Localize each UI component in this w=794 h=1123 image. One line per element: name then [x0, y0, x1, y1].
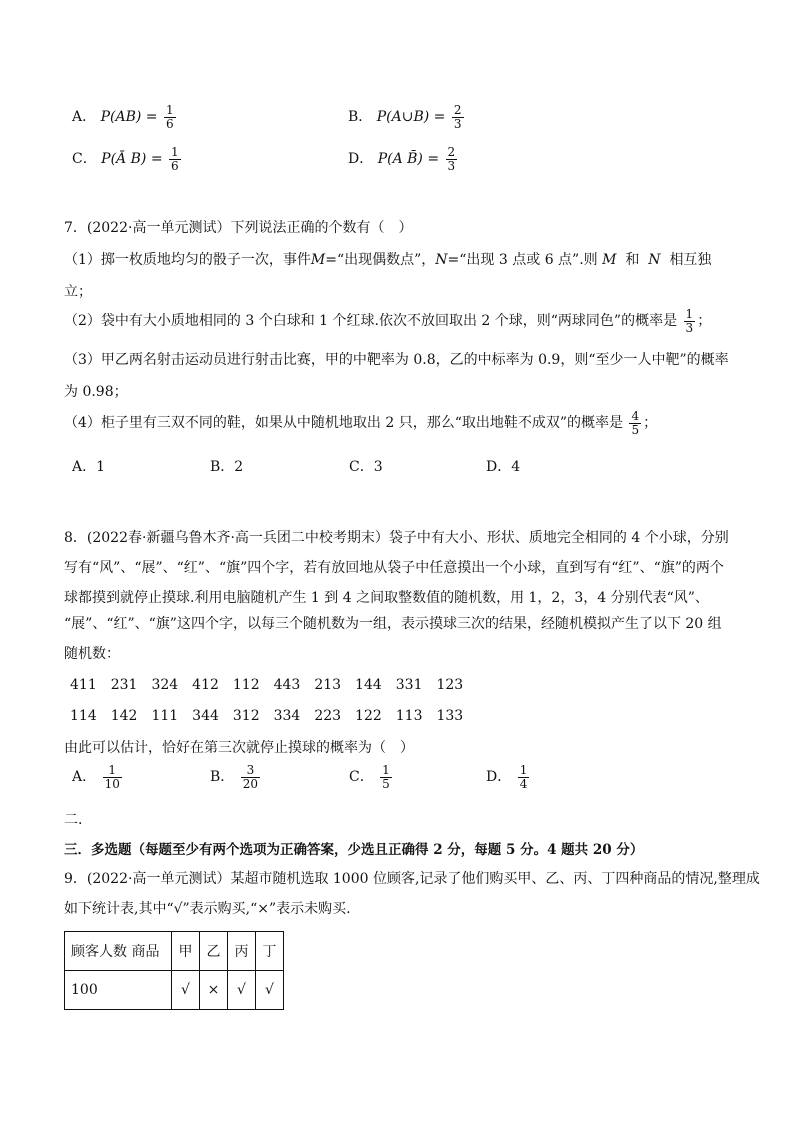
- fraction: [452, 104, 464, 130]
- numerator: 1: [171, 145, 179, 159]
- fraction: [164, 104, 176, 130]
- q9-line-1: 9．(2022·高一单元测试）某超市随机选取 1000 位顾客,记录了他们购买甲、乙、丙、丁四种商品的情况,整理成: [64, 871, 760, 887]
- q8-option-b: [210, 764, 262, 790]
- table-cell: √: [228, 971, 256, 1010]
- fraction: [103, 764, 122, 790]
- q7-statement-4: [64, 410, 657, 436]
- text: ；: [643, 415, 658, 432]
- math-var: M: [310, 252, 326, 268]
- option-letter: B．: [348, 109, 373, 126]
- option-letter: C．: [349, 769, 374, 786]
- numerator: 2: [447, 145, 456, 159]
- numerator: 2: [453, 103, 462, 117]
- numerator: 1: [165, 103, 174, 117]
- q6-option-c: [72, 146, 183, 172]
- table-cell: √: [172, 971, 200, 1010]
- fraction: [684, 308, 696, 334]
- table-header-cell: 丁: [256, 932, 284, 971]
- option-letter: A．: [72, 109, 97, 126]
- q9-line-2: 如下统计表,其中“√”表示购买,“×”表示未购买.: [64, 901, 351, 917]
- q8-option-a: [72, 764, 124, 790]
- numerator: 1: [685, 307, 694, 321]
- text: （4）柜子里有三双不同的鞋，如果从中随机地取出 2 只，那么“取出地鞋不成双”的概率是: [64, 415, 624, 432]
- denominator: 10: [104, 776, 120, 791]
- table-cell: ×: [200, 971, 228, 1010]
- table-header-cell: 丙: [228, 932, 256, 971]
- option-letter: B．: [210, 769, 235, 786]
- q6-option-b: [348, 104, 466, 130]
- table-row: [65, 971, 284, 1010]
- fraction: [446, 146, 458, 172]
- q6-option-d: [348, 146, 459, 172]
- q6-option-a: [72, 104, 178, 130]
- q8-random-row-2: 114 142 111 344 312 334 223 122 113 133: [70, 708, 464, 724]
- numerator: 4: [631, 409, 640, 423]
- text: （1）掷一枚质地均匀的骰子一次，事件: [64, 252, 311, 268]
- section-three-heading: 三．多选题（每题至少有两个选项为正确答案，少选且正确得 2 分，每题 5 分。4 题共 20 分）: [64, 842, 644, 858]
- text: 相互独: [669, 252, 712, 268]
- math-var: N: [648, 252, 661, 268]
- q7-option-a: A．1: [72, 459, 106, 475]
- q8-option-c: [349, 764, 394, 790]
- q7-option-b: B．2: [210, 459, 244, 475]
- denominator: 6: [165, 116, 174, 131]
- numerator: 1: [382, 763, 390, 777]
- option-expression: P(AB) =: [100, 109, 162, 126]
- q8-line-4: “展”、“红”、“旗”这四个字，以每三个随机数为一组，表示摸球三次的结果，经随机模拟产生了以下 20 组: [64, 616, 722, 632]
- q7-statement-1-cont: 立；: [64, 284, 92, 300]
- denominator: 6: [171, 158, 179, 173]
- q7-stem: 7．(2022·高一单元测试）下列说法正确的个数有（ ）: [64, 220, 413, 236]
- text: ；: [697, 313, 712, 330]
- text: 和: [625, 252, 640, 268]
- statistics-table: [64, 931, 284, 1010]
- denominator: 3: [685, 320, 694, 335]
- option-letter: A．: [72, 769, 97, 786]
- q7-option-d: D．4: [486, 459, 521, 475]
- table-header-cell: 甲: [172, 932, 200, 971]
- q8-random-row-1: 411 231 324 412 112 443 213 144 331 123: [70, 677, 464, 693]
- section-two-heading: 二.: [64, 812, 83, 828]
- fraction: [169, 146, 181, 172]
- table-header-cell: 顾客人数 商品: [65, 932, 172, 971]
- numerator: 1: [519, 763, 528, 777]
- numerator: 3: [241, 764, 260, 778]
- fraction: [241, 764, 260, 790]
- math-var: M: [602, 252, 617, 268]
- math-var: N: [435, 252, 448, 268]
- fraction: [629, 410, 641, 436]
- numerator: 1: [103, 764, 122, 778]
- text: （2）袋中有大小质地相同的 3 个白球和 1 个红球.依次不放回取出 2 个球，则“两球同色”的概率是: [64, 313, 678, 330]
- q8-line-2: 写有“风”、“展”、“红”、“旗”四个字，若有放回地从袋子中任意摸出一个小球，直到写有“红”、“旗”的两个: [64, 560, 724, 576]
- q7-option-c: C．3: [349, 459, 383, 475]
- denominator: 5: [382, 776, 390, 791]
- option-expression: P(Ā B) =: [101, 151, 167, 168]
- denominator: 20: [242, 776, 259, 791]
- q7-statement-2: [64, 308, 711, 334]
- table-cell: 100: [65, 971, 172, 1010]
- option-expression: P(A B̄) =: [377, 151, 444, 168]
- denominator: 3: [447, 158, 456, 173]
- option-letter: C．: [72, 151, 97, 168]
- option-expression: P(A∪B) =: [376, 109, 450, 126]
- q8-line-5: 随机数：: [64, 646, 120, 662]
- q7-statement-1: [64, 249, 711, 269]
- text: =“出现 3 点或 6 点”.则: [447, 252, 598, 268]
- q8-line-1: 8．(2022春·新疆乌鲁木齐·高一兵团二中校考期末）袋子中有大小、形状、质地完全相同的 4 个小球，分别: [64, 530, 729, 546]
- table-header-cell: 乙: [200, 932, 228, 971]
- denominator: 5: [631, 422, 640, 437]
- option-letter: D．: [486, 769, 512, 786]
- q7-statement-3-cont: 为 0.98；: [64, 384, 128, 400]
- denominator: 3: [453, 116, 462, 131]
- q7-statement-3: （3）甲乙两名射击运动员进行射击比赛，甲的中靶率为 0.8，乙的中标率为 0.9，则“至少一人中靶”的概率: [64, 352, 729, 368]
- fraction: [380, 764, 392, 790]
- q8-question: 由此可以估计，恰好在第三次就停止摸球的概率为（ ）: [64, 740, 414, 756]
- q8-option-d: [486, 764, 531, 790]
- denominator: 4: [519, 776, 528, 791]
- option-letter: D．: [348, 151, 374, 168]
- table-header-row: [65, 932, 284, 971]
- text: =“出现偶数点”，: [325, 252, 436, 268]
- fraction: [518, 764, 530, 790]
- q8-line-3: 球都摸到就停止摸球.利用电脑随机产生 1 到 4 之间取整数值的随机数，用 1，2，3，4 分别代表“风”、: [64, 590, 709, 606]
- table-cell: √: [256, 971, 284, 1010]
